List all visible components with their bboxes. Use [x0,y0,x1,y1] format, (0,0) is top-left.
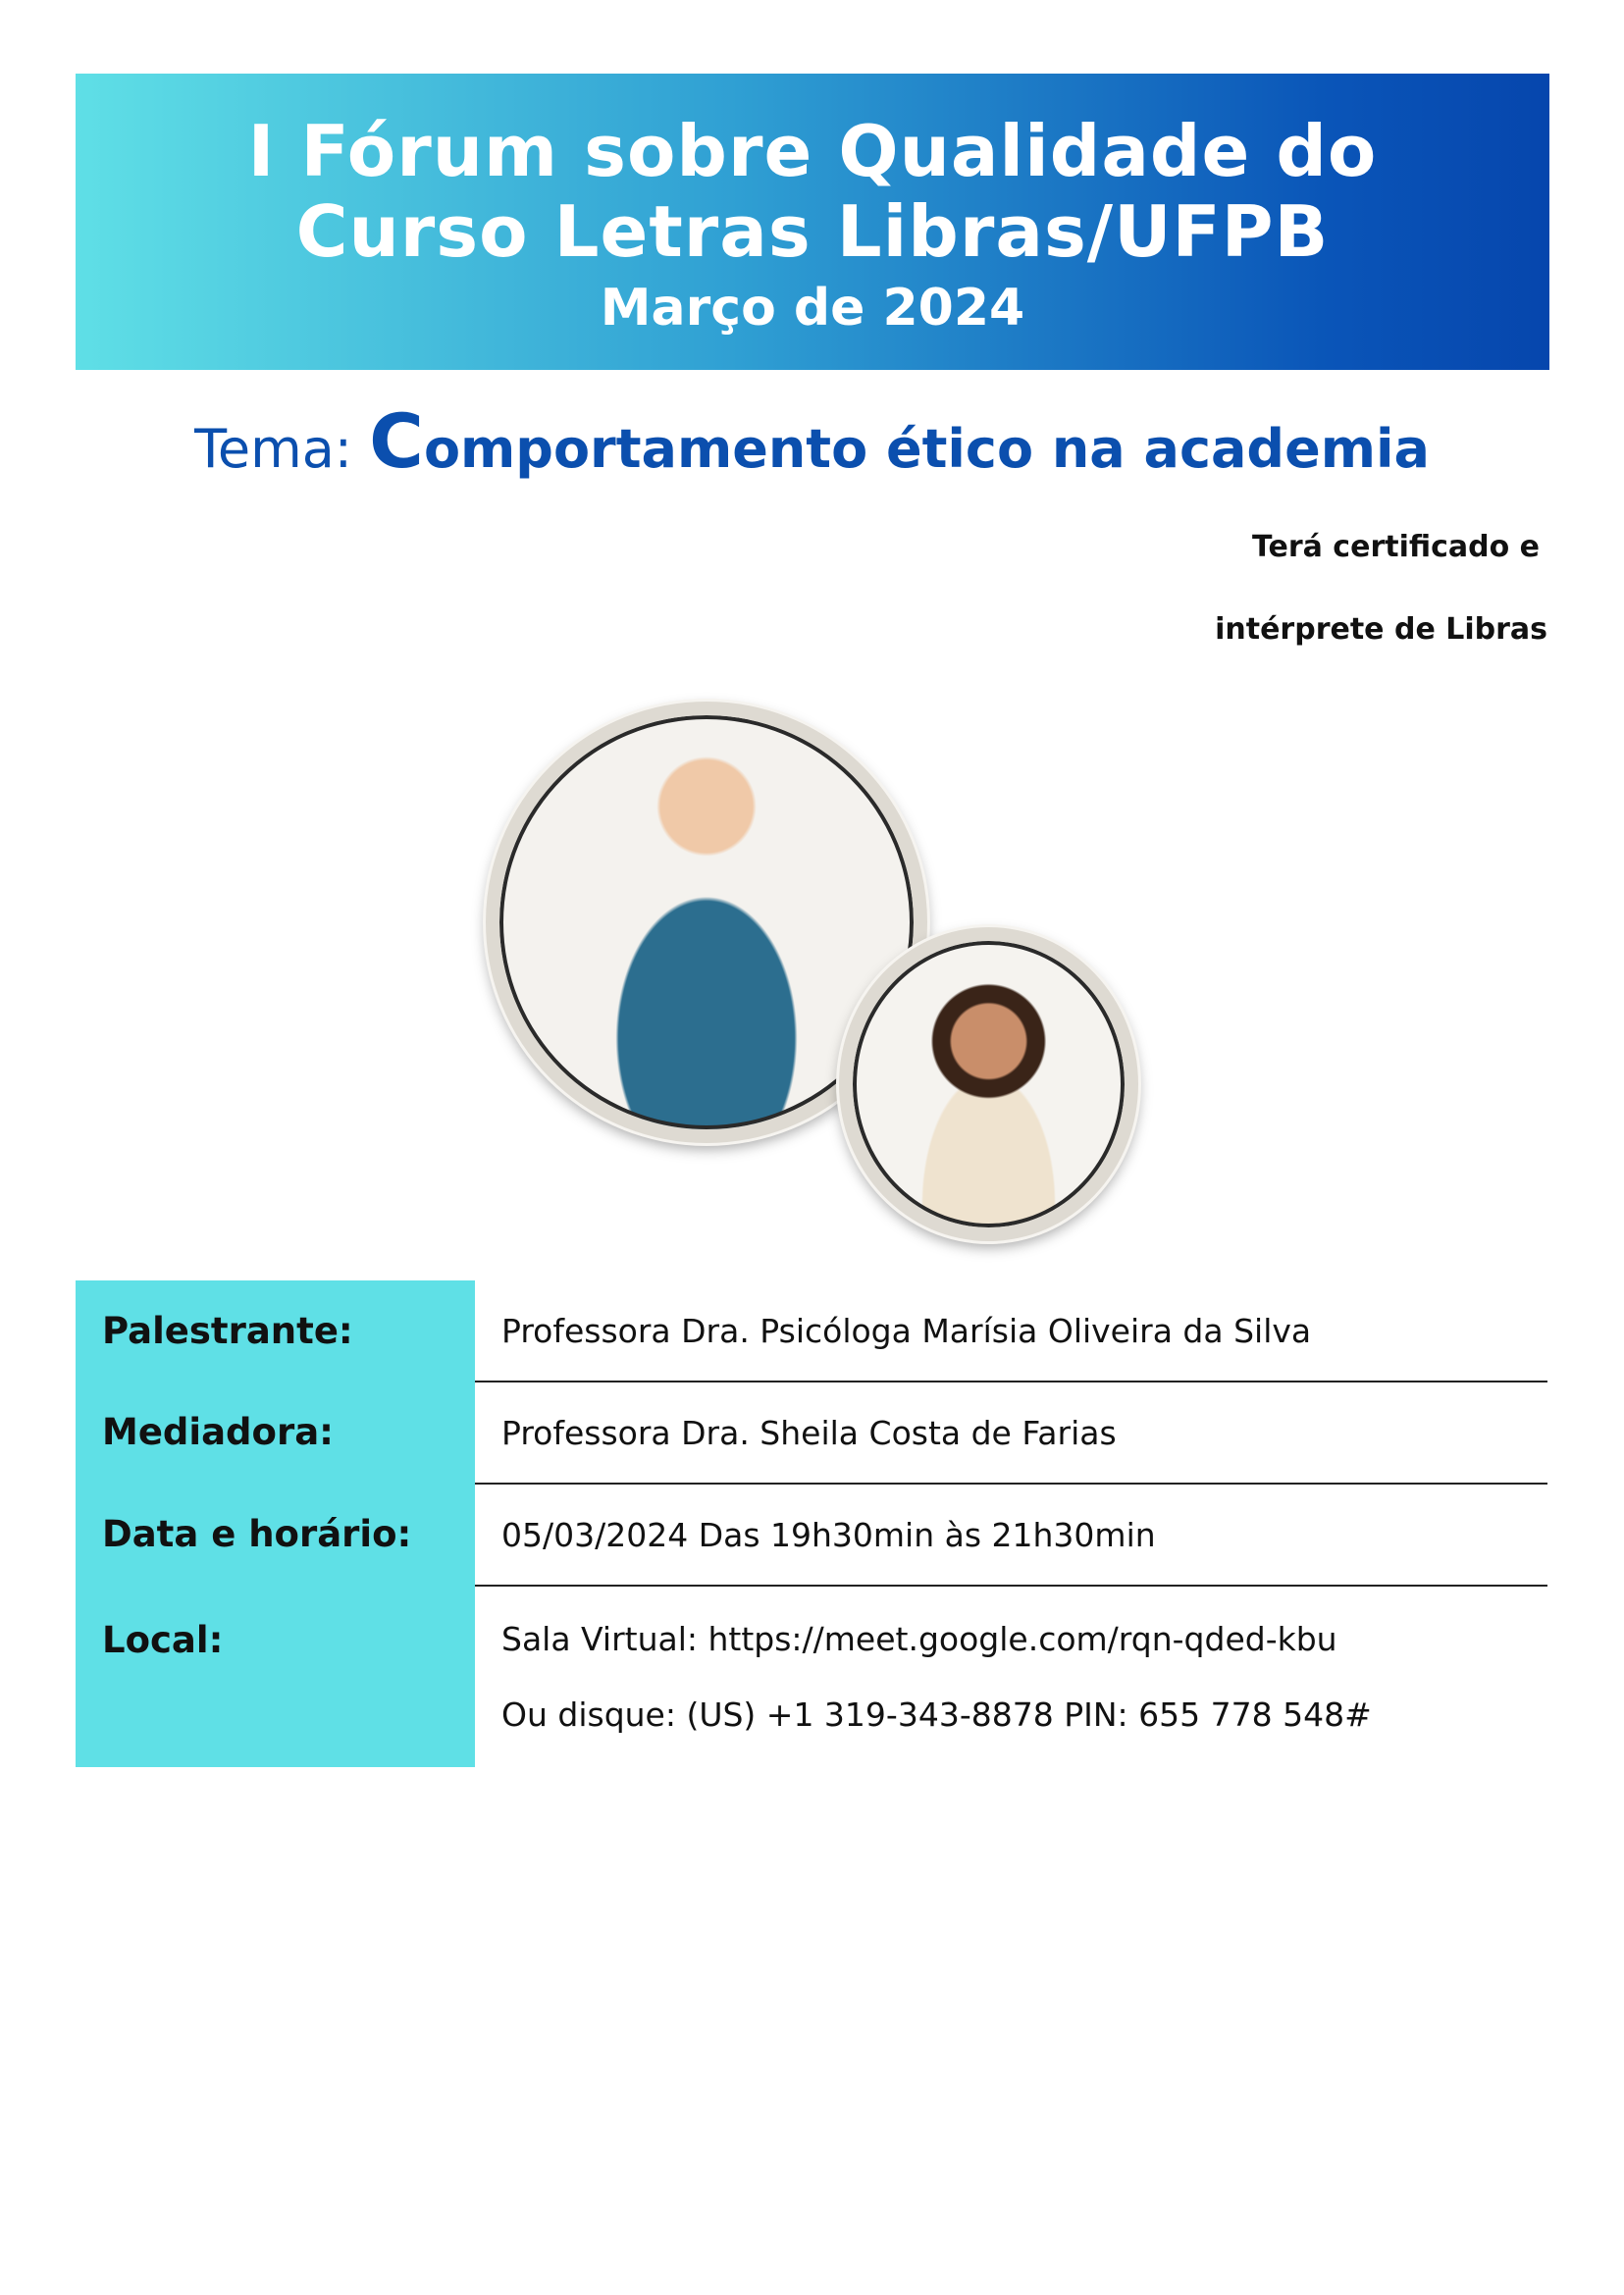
mediator-label: Mediadora: [102,1410,334,1453]
theme-label: Tema: [194,418,370,480]
header-banner [76,74,1549,370]
event-info-table [76,1280,1547,1767]
speaker-label: Palestrante: [102,1309,353,1352]
event-title-line1: I Fórum sobre Qualidade do [247,110,1378,192]
table-row [76,1382,1547,1484]
date-time-label: Data e horário: [102,1512,412,1555]
date-time-value: 05/03/2024 Das 19h30min às 21h30min [501,1515,1156,1554]
theme-first-letter: C [369,397,424,485]
theme-heading [0,397,1624,485]
location-label: Local: [102,1619,224,1661]
certificate-note-line1: Terá certificado e [1252,530,1540,564]
mediator-photo [839,927,1138,1241]
speaker-value: Professora Dra. Psicóloga Marísia Oliveira da Silva [501,1311,1312,1350]
certificate-note-line2: intérprete de Libras [1215,612,1547,647]
mediator-value: Professora Dra. Sheila Costa de Farias [501,1413,1117,1452]
dial-in-info: Ou disque: (US) +1 319-343-8878 PIN: 655 778 548# [501,1695,1372,1734]
event-date-month: Março de 2024 [600,279,1025,338]
event-title-line2: Curso Letras Libras/UFPB [295,190,1330,273]
theme-text: omportamento ético na academia [423,418,1430,480]
table-row [76,1280,1547,1382]
table-row [76,1586,1547,1767]
table-row [76,1484,1547,1586]
location-value [501,1587,1547,1767]
meet-link[interactable]: Sala Virtual: https://meet.google.com/rqn-qded-kbu [501,1620,1337,1658]
